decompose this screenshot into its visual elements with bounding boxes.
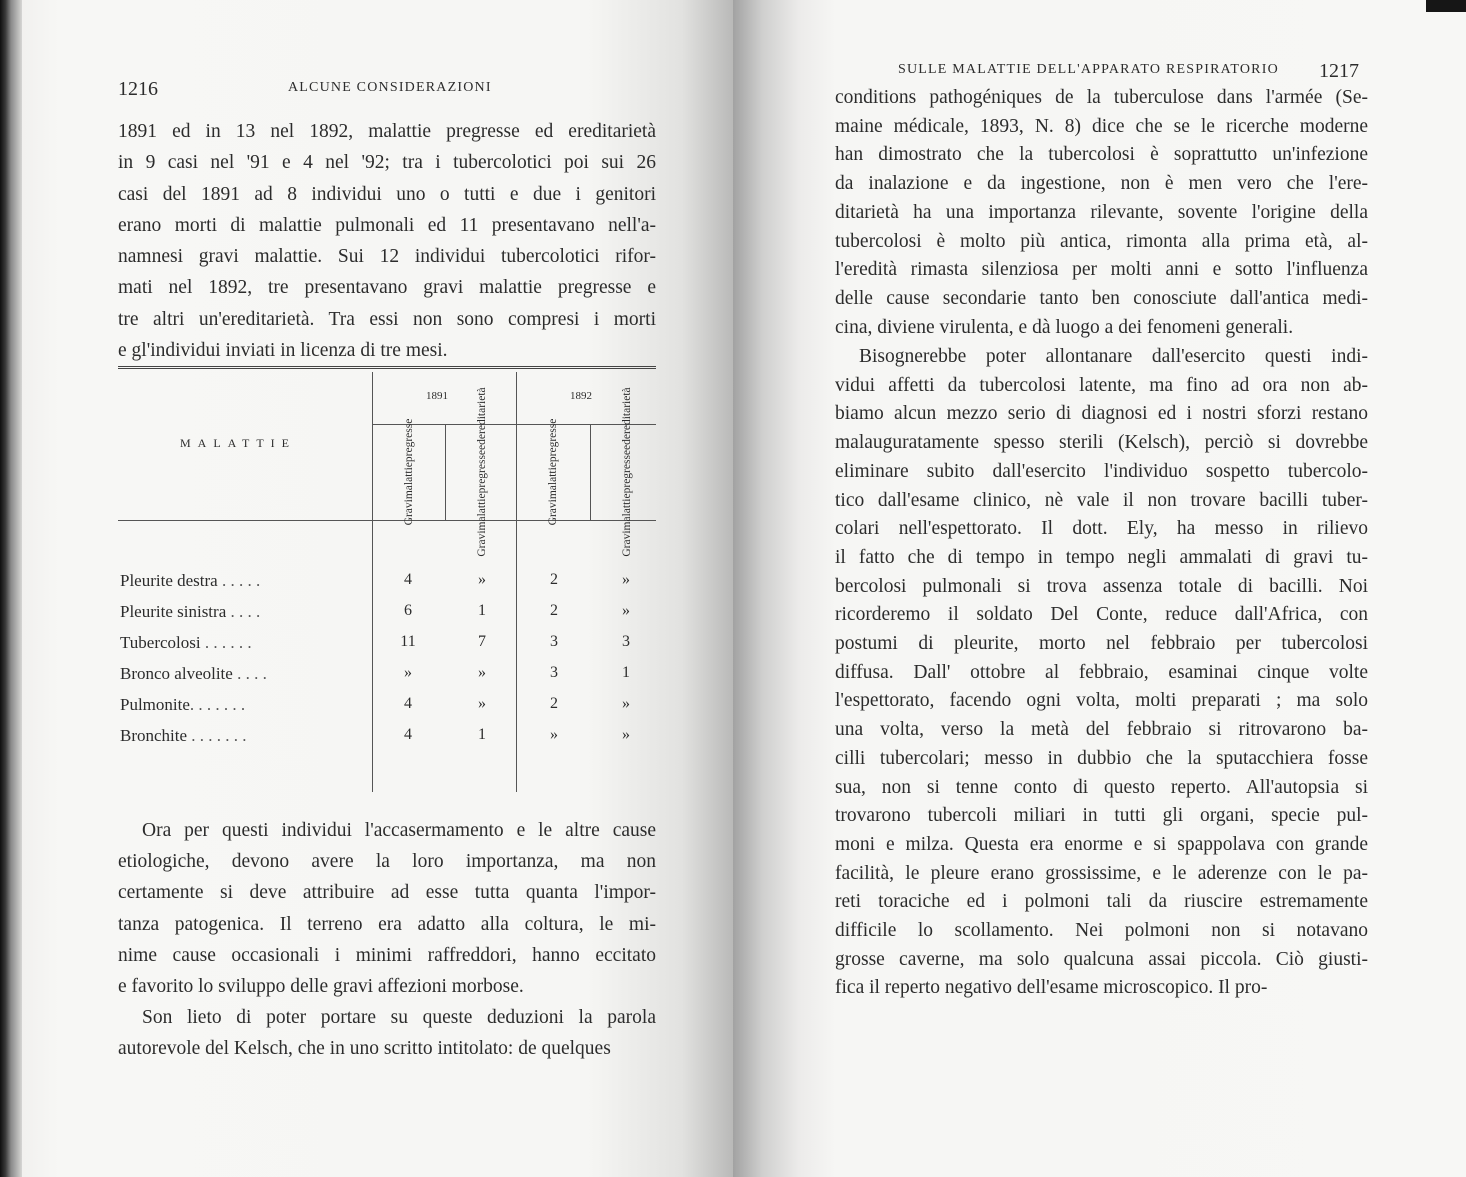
leader-dots: . . . . <box>232 664 267 683</box>
column-header-word: Gravi <box>546 499 559 526</box>
column-header-word: ed <box>620 439 633 450</box>
column-header-word: ereditarietà <box>475 387 488 440</box>
text-line: sua, non si tenne conto di questo reperto. All'autopsia si <box>835 776 1368 798</box>
column-header-1892-ereditarieta <box>598 387 656 557</box>
table-cell: 6 <box>404 602 412 619</box>
text-line: cina, diviene virulenta, e dà luogo a dei fenomeni generali. <box>835 316 1294 338</box>
leader-dots: . . . . . . . <box>189 695 246 714</box>
column-header-word: malattie <box>402 462 415 500</box>
leader-dots: . . . . <box>226 602 261 621</box>
column-header-1892-pregresse <box>524 418 582 526</box>
column-header-word: pregresse <box>402 418 415 463</box>
left-binding-edge <box>0 0 22 1177</box>
column-header-word: pregresse <box>620 449 633 494</box>
text-line: trovarono tubercoli miliari in tutti gli organi, specie pul- <box>835 805 1368 827</box>
text-line: mati nel 1892, tre presentavano gravi malattie pregresse e <box>118 277 656 299</box>
disease-table <box>118 366 656 792</box>
text-line: l'espettorato, facendo ogni volta, molti preparati ; ma solo <box>835 690 1368 712</box>
table-cell: » <box>478 571 486 588</box>
table-year-rule <box>372 424 656 425</box>
text-line: malauguratamente spesso sterili (Kelsch), perciò si dovrebbe <box>835 432 1368 454</box>
text-line: autorevole del Kelsch, che in uno scritto intitolato: de quelques <box>118 1038 611 1060</box>
text-line: ricorderemo il soldato Del Conte, reduce dall'Africa, con <box>835 604 1368 626</box>
table-cell: 4 <box>404 726 412 743</box>
text-line: in 9 casi nel '91 e 4 nel '92; tra i tubercolotici poi sui 26 <box>118 152 656 174</box>
leader-dots: . . . . . . <box>200 633 252 652</box>
table-cell: 7 <box>478 633 486 650</box>
table-cell: 3 <box>622 633 630 650</box>
text-line: grosse caverne, ma solo qualcuna assai piccola. Ciò giusti- <box>835 948 1368 970</box>
text-line: tanza patogenica. Il terreno era adatto alla coltura, le mi- <box>118 913 656 935</box>
text-line: tre altri un'ereditarietà. Tra essi non sono compresi i morti <box>118 308 656 330</box>
disease-label: Pleurite sinistra <box>120 602 227 621</box>
right-page-number: 1217 <box>1319 60 1359 82</box>
disease-label: Bronco alveolite <box>120 664 233 683</box>
table-cell: 1 <box>478 602 486 619</box>
column-header-word: pregresse <box>475 449 488 494</box>
column-header-word: malattie <box>475 493 488 531</box>
table-header-rule <box>118 520 656 521</box>
column-header-word: Gravi <box>402 499 415 526</box>
column-header-1891-pregresse <box>380 418 438 526</box>
column-header-word: malattie <box>620 493 633 531</box>
text-line: Son lieto di poter portare su queste deduzioni la parola <box>142 1007 656 1028</box>
table-vline-2 <box>516 372 517 792</box>
text-line: casi del 1891 ad 8 individui uno o tutti e due i genitori <box>118 183 656 205</box>
text-line: Ora per questi individui l'accasermamento e le altre cause <box>142 820 656 841</box>
text-line: maine médicale, 1893, N. 8) dice che se le ricerche moderne <box>835 115 1368 137</box>
table-cell: 1 <box>478 726 486 743</box>
text-line: conditions pathogéniques de la tuberculose dans l'armée (Se- <box>835 87 1368 108</box>
text-line: diffusa. Dall' ottobre al febbraio, esaminai cinque volte <box>835 661 1368 683</box>
table-cell: » <box>404 664 412 681</box>
top-right-edge <box>1426 0 1466 12</box>
table-cell: » <box>622 602 630 619</box>
text-line: etiologiche, devono avere la loro importanza, ma non <box>118 851 656 873</box>
text-line: eliminare subito dall'esercito l'individuo sospetto tubercolo- <box>835 460 1368 482</box>
left-page-number: 1216 <box>118 78 158 100</box>
column-header-word: pregresse <box>546 418 559 463</box>
text-line: Bisognerebbe poter allontanare dall'esercito questi indi- <box>859 346 1368 367</box>
left-paragraph-2 <box>118 815 656 1002</box>
table-cell: 4 <box>404 695 412 712</box>
row-disease-name <box>120 664 267 684</box>
table-vline-3 <box>445 424 446 520</box>
text-line: reti toraciche ed i polmoni tali da riuscire estremamente <box>835 891 1368 913</box>
table-cell: » <box>478 664 486 681</box>
text-line: 1891 ed in 13 nel 1892, malattie pregresse ed ereditarietà <box>118 121 656 142</box>
column-header-word: malattie <box>546 462 559 500</box>
table-cell: 2 <box>550 571 558 588</box>
text-line: da inalazione e da ingestione, non è men vero che l'ere- <box>835 173 1368 195</box>
table-cell: » <box>550 726 558 743</box>
text-line: bercolosi pulmonali si trova assenza totale di bacilli. Noi <box>835 575 1368 597</box>
table-top-rule <box>118 366 656 369</box>
text-line: fica il reperto negativo dell'esame microscopico. Il pro- <box>835 977 1268 999</box>
text-line: il fatto che di tempo in tempo negli ammalati di gravi tu- <box>835 546 1368 568</box>
table-cell: 3 <box>550 633 558 650</box>
row-disease-name <box>120 633 252 653</box>
text-line: tubercolosi è molto più antica, rimonta alla prima età, al- <box>835 230 1368 252</box>
text-line: e favorito lo sviluppo delle gravi affezioni morbose. <box>118 976 524 998</box>
year-1892: 1892 <box>570 390 592 402</box>
table-cell: 2 <box>550 695 558 712</box>
column-header-word: ed <box>475 439 488 450</box>
left-running-head: ALCUNE CONSIDERAZIONI <box>288 80 492 95</box>
column-header-1891-ereditarieta <box>453 387 511 557</box>
left-paragraph-1 <box>118 116 656 366</box>
column-header-word: Gravi <box>620 530 633 557</box>
table-cell: 1 <box>622 664 630 681</box>
text-line: tico dall'esame clinico, nè vale il non trovare bacilli tuber- <box>835 489 1368 511</box>
leader-dots: . . . . . . . <box>187 726 247 745</box>
table-cell: 4 <box>404 571 412 588</box>
row-disease-name <box>120 571 260 591</box>
table-cell: 2 <box>550 602 558 619</box>
text-line: erano morti di malattie pulmonali ed 11 presentavano nell'a- <box>118 214 656 236</box>
left-paragraph-3 <box>118 1002 656 1064</box>
text-line: ditarietà ha una importanza rilevante, sovente l'origine della <box>835 201 1368 223</box>
text-line: han dimostrato che la tubercolosi è soprattutto un'infezione <box>835 144 1368 166</box>
text-line: una volta, verso la metà del febbraio si ritrovarono ba- <box>835 719 1368 741</box>
text-line: difficile lo scollamento. Nei polmoni non si notavano <box>835 920 1368 942</box>
text-line: biamo alcun mezzo serio di diagnosi ed i nostri sforzi restano <box>835 403 1368 425</box>
table-cell: » <box>622 571 630 588</box>
text-line: delle cause secondarie tanto ben conosciute dall'antica medi- <box>835 287 1368 309</box>
table-row-header: MALATTIE <box>180 436 296 450</box>
disease-label: Pulmonite <box>120 695 190 714</box>
right-paragraph-2 <box>835 343 1368 1003</box>
text-line: vidui affetti da tubercolosi latente, ma fino ad ora non ab- <box>835 374 1368 396</box>
disease-label: Pleurite destra <box>120 571 218 590</box>
column-header-word: Gravi <box>475 530 488 557</box>
table-vline-4 <box>590 424 591 520</box>
table-vline-1 <box>372 372 373 792</box>
row-disease-name <box>120 602 260 622</box>
text-line: e gl'individui inviati in licenza di tre mesi. <box>118 340 448 362</box>
text-line: postumi di pleurite, morto nel febbraio per tubercolosi <box>835 633 1368 655</box>
table-cell: » <box>478 695 486 712</box>
text-line: colari nell'espettorato. Il dott. Ely, ha messo in rilievo <box>835 518 1368 540</box>
text-line: moni e milza. Questa era enorme e si spappolava con grande <box>835 833 1368 855</box>
right-paragraph-1 <box>835 84 1368 342</box>
disease-label: Tubercolosi <box>120 633 201 652</box>
table-cell: » <box>622 695 630 712</box>
text-line: l'eredità rimasta silenziosa per molti anni e sotto l'influenza <box>835 259 1368 281</box>
right-running-head: SULLE MALATTIE DELL'APPARATO RESPIRATORIO <box>898 62 1279 77</box>
row-disease-name <box>120 726 247 746</box>
text-line: facilità, le pleure erano grossissime, e le aderenze con le pa- <box>835 862 1368 884</box>
row-disease-name <box>120 695 245 715</box>
disease-label: Bronchite <box>120 726 188 745</box>
text-line: namnesi gravi malattie. Sui 12 individui tubercolotici rifor- <box>118 246 656 268</box>
year-1891: 1891 <box>426 390 448 402</box>
column-header-word: ereditarietà <box>620 387 633 440</box>
text-line: certamente si deve attribuire ad esse tutta quanta l'impor- <box>118 882 656 904</box>
text-line: nime cause occasionali i minimi raffreddori, hanno eccitato <box>118 944 656 966</box>
table-cell: 3 <box>550 664 558 681</box>
text-line: cilli tubercolari; messo in dubbio che la sputacchiera fosse <box>835 747 1368 769</box>
leader-dots: . . . . . <box>217 571 261 590</box>
table-cell: » <box>622 726 630 743</box>
table-cell: 11 <box>400 633 416 650</box>
